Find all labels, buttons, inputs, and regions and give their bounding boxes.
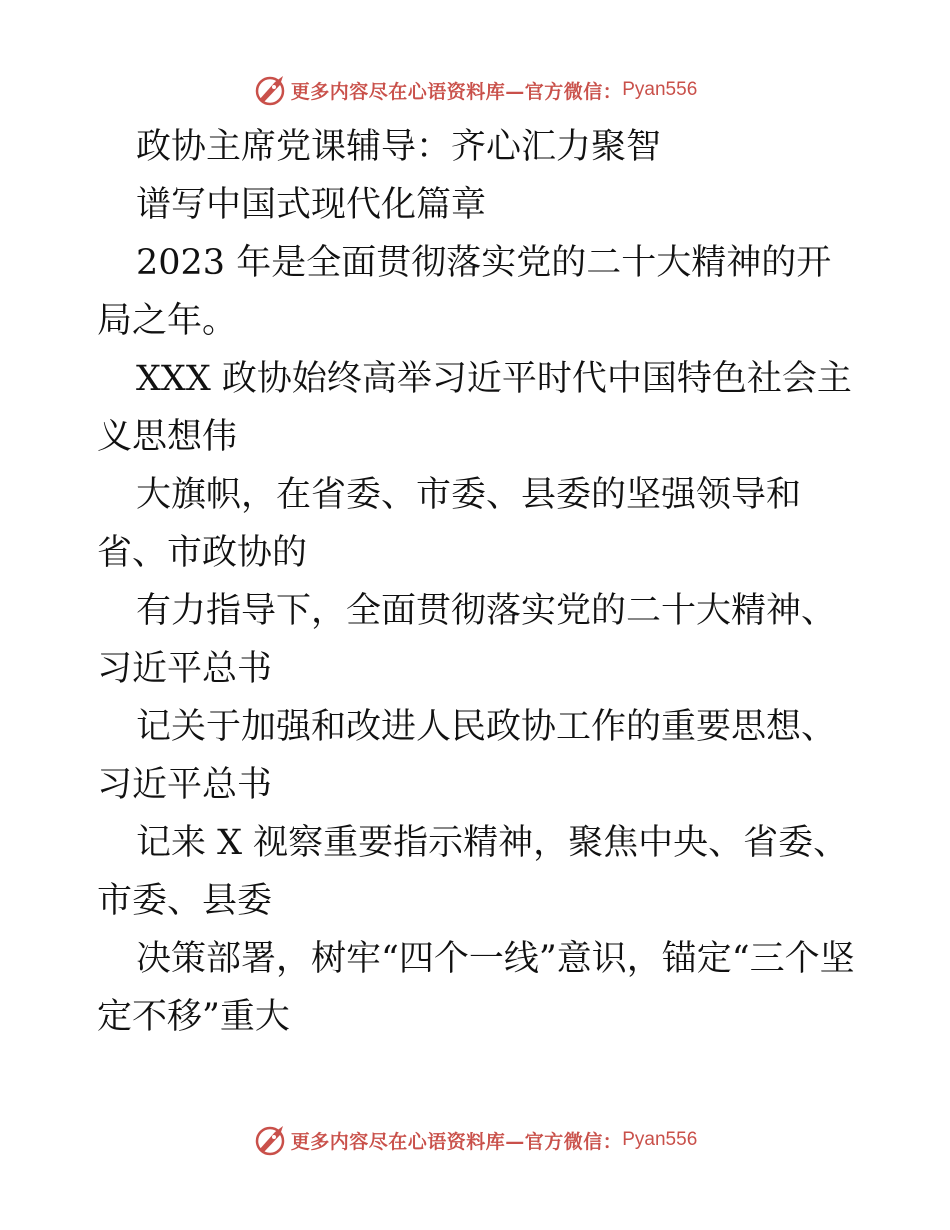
paragraph: 2023 年是全面贯彻落实党的二十大精神的开局之年。 (97, 243, 832, 341)
footer-banner (0, 1120, 950, 1160)
paragraph: 有力指导下，全面贯彻落实党的二十大精神、习近平总书 (97, 591, 837, 689)
footer-banner-account: Pyan556 (622, 1129, 698, 1150)
header-banner-text: 更多内容尽在心语资料库—官方微信： (290, 80, 623, 103)
header-banner-account: Pyan556 (622, 79, 698, 100)
footer-banner-text: 更多内容尽在心语资料库—官方微信： (290, 1130, 623, 1153)
paragraph: 记关于加强和改进人民政协工作的重要思想、习近平总书 (97, 707, 837, 805)
document-body (97, 118, 857, 1046)
paragraph-title-line-2: 谱写中国式现代化篇章 (136, 185, 487, 225)
paragraph: 决策部署，树牢“四个一线”意识，锚定“三个坚定不移”重大 (97, 939, 855, 1037)
paragraph-title-line-1: 政协主席党课辅导：齐心汇力聚智 (136, 127, 662, 167)
paragraph: 大旗帜，在省委、市委、县委的坚强领导和省、市政协的 (97, 475, 802, 573)
pen-nib-circle-icon (253, 72, 289, 108)
pen-nib-circle-icon (253, 1122, 289, 1158)
paragraph: 记来 X 视察重要指示精神，聚焦中央、省委、市委、县委 (97, 823, 849, 921)
paragraph: XXX 政协始终高举习近平时代中国特色社会主义思想伟 (97, 359, 852, 457)
header-banner (0, 70, 950, 110)
